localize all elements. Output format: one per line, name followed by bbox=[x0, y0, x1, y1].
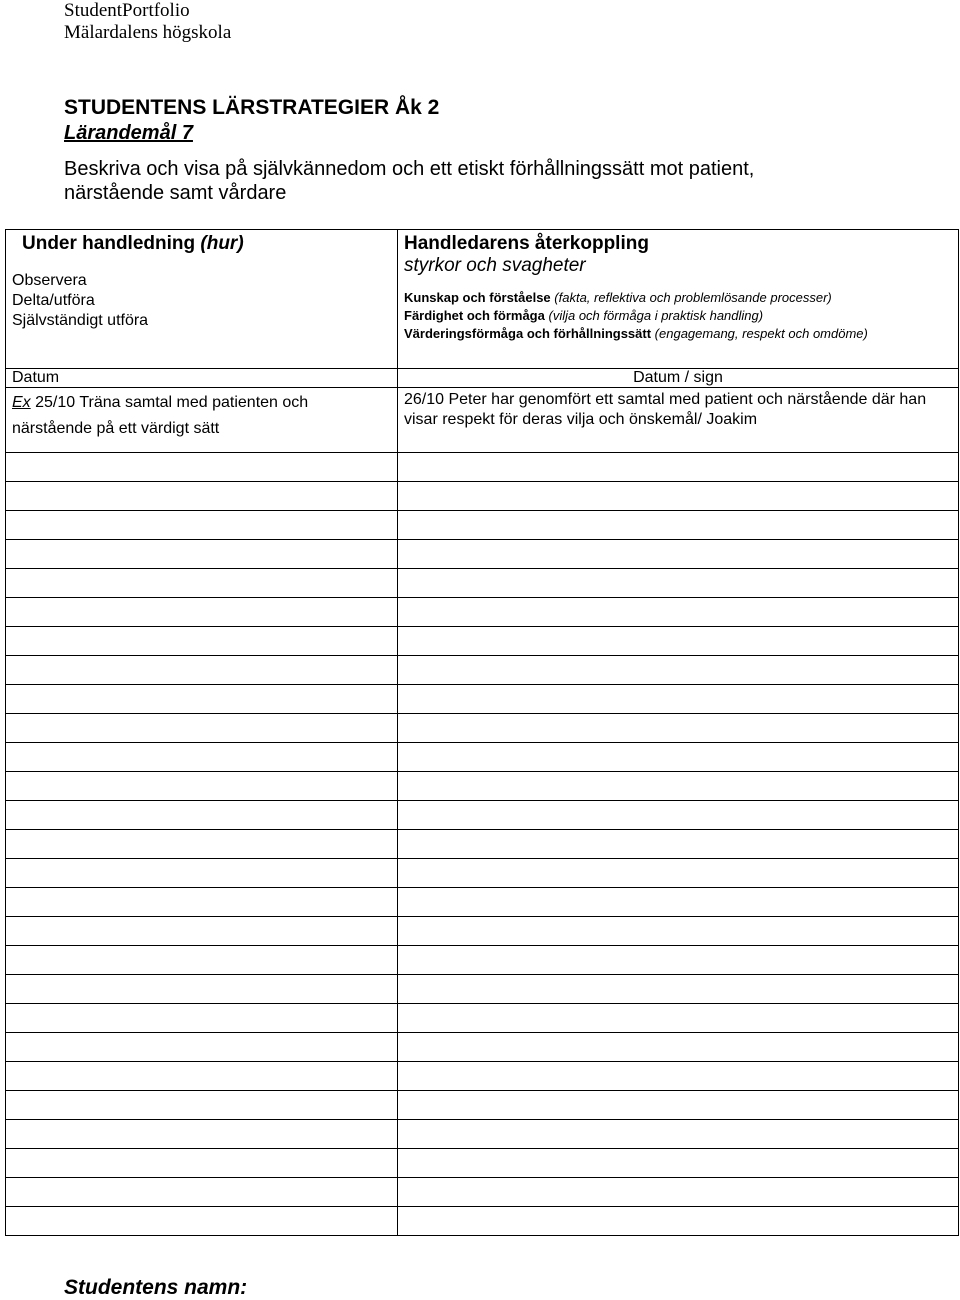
entry-right-cell[interactable] bbox=[398, 859, 959, 888]
entry-left-cell[interactable] bbox=[6, 1091, 398, 1120]
table-row bbox=[6, 685, 959, 714]
table-row bbox=[6, 946, 959, 975]
supervision-heading-text: Under handledning bbox=[22, 233, 196, 254]
entry-left-cell[interactable] bbox=[6, 743, 398, 772]
criterion-knowledge bbox=[404, 289, 952, 307]
brand-header bbox=[64, 0, 231, 44]
page-title: STUDENTENS LÄRSTRATEGIER Åk 2 bbox=[64, 96, 440, 119]
left-date-label: Datum bbox=[6, 369, 398, 388]
entry-right-cell[interactable] bbox=[398, 1120, 959, 1149]
learning-goal bbox=[64, 157, 884, 205]
entry-right-cell[interactable] bbox=[398, 1062, 959, 1091]
table-row bbox=[6, 743, 959, 772]
criterion-values bbox=[404, 325, 952, 343]
entry-left-cell[interactable] bbox=[6, 569, 398, 598]
criterion-knowledge-label: Kunskap och förståelse bbox=[404, 290, 551, 305]
table-row bbox=[6, 598, 959, 627]
level-participate: Delta/utföra bbox=[12, 292, 95, 309]
entry-right-cell[interactable] bbox=[398, 453, 959, 482]
entry-left-cell[interactable] bbox=[6, 1033, 398, 1062]
entry-left-cell[interactable] bbox=[6, 627, 398, 656]
table-row bbox=[6, 830, 959, 859]
table-row bbox=[6, 1207, 959, 1236]
entry-right-cell[interactable] bbox=[398, 482, 959, 511]
table-row bbox=[6, 540, 959, 569]
entry-right-cell[interactable] bbox=[398, 772, 959, 801]
table-row bbox=[6, 975, 959, 1004]
criterion-knowledge-desc: (fakta, reflektiva och problemlösande processer) bbox=[554, 290, 832, 305]
supervision-heading-italic: (hur) bbox=[200, 233, 244, 254]
strategy-table bbox=[5, 229, 959, 1236]
table-row bbox=[6, 453, 959, 482]
entry-right-cell[interactable] bbox=[398, 569, 959, 598]
entry-right-cell[interactable] bbox=[398, 1149, 959, 1178]
entry-right-cell[interactable] bbox=[398, 830, 959, 859]
right-date-label: Datum / sign bbox=[398, 369, 959, 388]
table-header-row bbox=[6, 230, 959, 369]
entry-left-cell[interactable] bbox=[6, 859, 398, 888]
table-row bbox=[6, 482, 959, 511]
table-row bbox=[6, 1120, 959, 1149]
table-row bbox=[6, 627, 959, 656]
table-row bbox=[6, 772, 959, 801]
table-row bbox=[6, 801, 959, 830]
entry-left-cell[interactable] bbox=[6, 511, 398, 540]
entry-right-cell[interactable] bbox=[398, 975, 959, 1004]
criterion-skill-label: Färdighet och förmåga bbox=[404, 308, 545, 323]
page-subtitle: Lärandemål 7 bbox=[64, 122, 193, 144]
table-row bbox=[6, 1149, 959, 1178]
entry-left-cell[interactable] bbox=[6, 946, 398, 975]
level-independent: Självständigt utföra bbox=[12, 312, 149, 329]
entry-right-cell[interactable] bbox=[398, 888, 959, 917]
student-name-label: Studentens namn: bbox=[64, 1276, 248, 1299]
criterion-skill-desc: (vilja och förmåga i praktisk handling) bbox=[548, 308, 764, 323]
supervision-heading bbox=[22, 233, 391, 255]
entry-right-cell[interactable] bbox=[398, 1091, 959, 1120]
entry-left-cell[interactable] bbox=[6, 801, 398, 830]
entry-right-cell[interactable] bbox=[398, 627, 959, 656]
table-row bbox=[6, 1178, 959, 1207]
entry-left-cell[interactable] bbox=[6, 453, 398, 482]
entry-left-cell[interactable] bbox=[6, 888, 398, 917]
entry-right-cell[interactable] bbox=[398, 598, 959, 627]
entry-left-cell[interactable] bbox=[6, 1149, 398, 1178]
table-row bbox=[6, 569, 959, 598]
table-row bbox=[6, 1004, 959, 1033]
learning-goal-line-1: Beskriva och visa på självkännedom och ett etiskt förhållningssätt mot patient, bbox=[64, 158, 755, 180]
entry-right-cell[interactable] bbox=[398, 1207, 959, 1236]
learning-goal-line-2: närstående samt vårdare bbox=[64, 182, 287, 204]
example-prefix: Ex bbox=[12, 394, 31, 411]
entry-left-cell[interactable] bbox=[6, 482, 398, 511]
brand-line-university: Mälardalens högskola bbox=[64, 22, 232, 43]
criterion-skill bbox=[404, 307, 952, 325]
table-row bbox=[6, 917, 959, 946]
entry-left-cell[interactable] bbox=[6, 1120, 398, 1149]
example-row bbox=[6, 388, 959, 453]
table-row bbox=[6, 511, 959, 540]
example-right-text: 26/10 Peter har genomfört ett samtal med patient och närstående där han visar respekt för deras vilja och önskemål/ Joakim bbox=[404, 391, 927, 428]
table-row bbox=[6, 888, 959, 917]
example-left-cell bbox=[6, 388, 398, 453]
date-label-row bbox=[6, 369, 959, 388]
table-row bbox=[6, 714, 959, 743]
table-row bbox=[6, 859, 959, 888]
entry-right-cell[interactable] bbox=[398, 1033, 959, 1062]
entry-left-cell[interactable] bbox=[6, 1207, 398, 1236]
example-left-text: 25/10 Träna samtal med patienten och närstående på ett värdigt sätt bbox=[12, 394, 309, 437]
entry-right-cell[interactable] bbox=[398, 917, 959, 946]
table-row bbox=[6, 1033, 959, 1062]
entry-right-cell[interactable] bbox=[398, 946, 959, 975]
level-observe: Observera bbox=[12, 272, 87, 289]
table-row bbox=[6, 656, 959, 685]
entry-left-cell[interactable] bbox=[6, 656, 398, 685]
entry-right-cell[interactable] bbox=[398, 540, 959, 569]
feedback-heading: Handledarens återkoppling bbox=[404, 233, 649, 254]
entry-right-cell[interactable] bbox=[398, 656, 959, 685]
entry-left-cell[interactable] bbox=[6, 975, 398, 1004]
brand-line-portfolio: StudentPortfolio bbox=[64, 0, 190, 21]
entry-right-cell[interactable] bbox=[398, 714, 959, 743]
criterion-values-desc: (engagemang, respekt och omdöme) bbox=[654, 326, 868, 341]
entry-left-cell[interactable] bbox=[6, 1178, 398, 1207]
entry-left-cell[interactable] bbox=[6, 772, 398, 801]
entry-left-cell[interactable] bbox=[6, 1004, 398, 1033]
feedback-header-cell bbox=[398, 230, 959, 369]
entry-left-cell[interactable] bbox=[6, 685, 398, 714]
entry-right-cell[interactable] bbox=[398, 511, 959, 540]
table-row bbox=[6, 1091, 959, 1120]
feedback-subheading: styrkor och svagheter bbox=[404, 255, 586, 276]
entry-left-cell[interactable] bbox=[6, 917, 398, 946]
entry-left-cell[interactable] bbox=[6, 598, 398, 627]
table-row bbox=[6, 1062, 959, 1091]
entry-right-cell[interactable] bbox=[398, 685, 959, 714]
entry-left-cell[interactable] bbox=[6, 714, 398, 743]
entry-right-cell[interactable] bbox=[398, 801, 959, 830]
entry-right-cell[interactable] bbox=[398, 1178, 959, 1207]
entry-right-cell[interactable] bbox=[398, 1004, 959, 1033]
criterion-values-label: Värderingsförmåga och förhållningssätt bbox=[404, 326, 652, 341]
supervision-header-cell bbox=[6, 230, 398, 369]
entry-left-cell[interactable] bbox=[6, 540, 398, 569]
example-right-cell bbox=[398, 388, 959, 453]
entry-left-cell[interactable] bbox=[6, 830, 398, 859]
entry-right-cell[interactable] bbox=[398, 743, 959, 772]
entry-left-cell[interactable] bbox=[6, 1062, 398, 1091]
